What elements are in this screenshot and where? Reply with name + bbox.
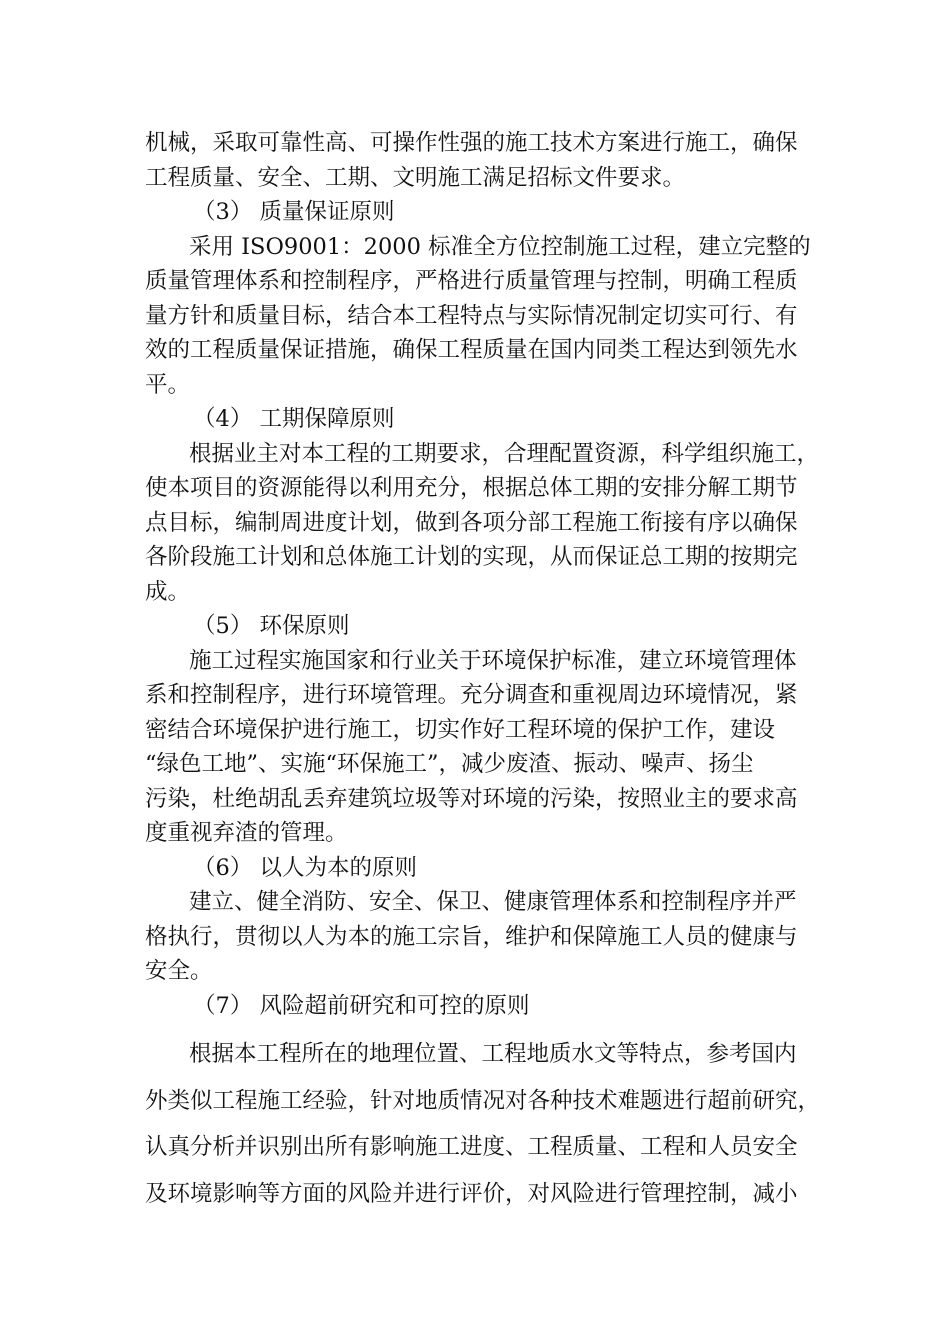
paragraph-line: 根据本工程所在的地理位置、工程地质水文等特点，参考国内 <box>189 1041 797 1067</box>
document-body <box>145 126 825 1217</box>
paragraph-line: 成。 <box>145 578 191 605</box>
paragraph-line: 建立、健全消防、安全、保卫、健康管理体系和控制程序并严 <box>189 889 797 915</box>
paragraph-line: 外类似工程施工经验，针对地质情况对各种技术难题进行超前研究， <box>145 1087 821 1114</box>
paragraph-line: 密结合环境保护进行施工，切实作好工程环境的保护工作，建设 <box>145 716 776 743</box>
section-heading-environment: （5） 环保原则 <box>193 613 350 639</box>
paragraph-line: 平。 <box>145 371 191 398</box>
paragraph-line: 机械，采取可靠性高、可操作性强的施工技术方案进行施工，确保 <box>145 130 798 156</box>
paragraph-line: 根据业主对本工程的工期要求，合理配置资源，科学组织施工， <box>189 440 820 467</box>
section-heading-quality: （3） 质量保证原则 <box>193 199 395 225</box>
paragraph-line: 使本项目的资源能得以利用充分，根据总体工期的安排分解工期节 <box>145 475 798 501</box>
paragraph-line: “绿色工地”、实施“环保施工”，减少废渣、振动、噪声、扬尘 <box>145 751 754 777</box>
paragraph-line: 格执行，贯彻以人为本的施工宗旨，维护和保障施工人员的健康与 <box>145 923 798 950</box>
paragraph-line: 各阶段施工计划和总体施工计划的实现，从而保证总工期的按期完 <box>145 544 798 570</box>
paragraph-line: 采用 ISO9001：2000 标准全方位控制施工过程，建立完整的 <box>189 233 811 260</box>
paragraph-line: 及环境影响等方面的风险并进行评价，对风险进行管理控制，减小 <box>145 1180 798 1207</box>
paragraph-line: 度重视弃渣的管理。 <box>145 820 348 846</box>
paragraph-line: 认真分析并识别出所有影响施工进度、工程质量、工程和人员安全 <box>145 1134 798 1160</box>
section-heading-risk: （7） 风险超前研究和可控的原则 <box>193 992 530 1019</box>
paragraph-line: 质量管理体系和控制程序，严格进行质量管理与控制，明确工程质 <box>145 268 798 294</box>
paragraph-line: 工程质量、安全、工期、文明施工满足招标文件要求。 <box>145 164 686 191</box>
paragraph-line: 量方针和质量目标，结合本工程特点与实际情况制定切实可行、有 <box>145 302 798 329</box>
section-heading-schedule: （4） 工期保障原则 <box>193 406 395 432</box>
section-heading-people: （6） 以人为本的原则 <box>193 854 417 881</box>
paragraph-line: 系和控制程序，进行环境管理。充分调查和重视周边环境情况，紧 <box>145 682 798 708</box>
paragraph-line: 安全。 <box>145 958 213 984</box>
paragraph-line: 效的工程质量保证措施，确保工程质量在国内同类工程达到领先水 <box>145 337 798 363</box>
paragraph-line: 污染，杜绝胡乱丢弃建筑垃圾等对环境的污染，按照业主的要求高 <box>145 785 798 812</box>
paragraph-line: 点目标，编制周进度计划，做到各项分部工程施工衔接有序以确保 <box>145 509 798 536</box>
paragraph-line: 施工过程实施国家和行业关于环境保护标准，建立环境管理体 <box>189 647 797 674</box>
